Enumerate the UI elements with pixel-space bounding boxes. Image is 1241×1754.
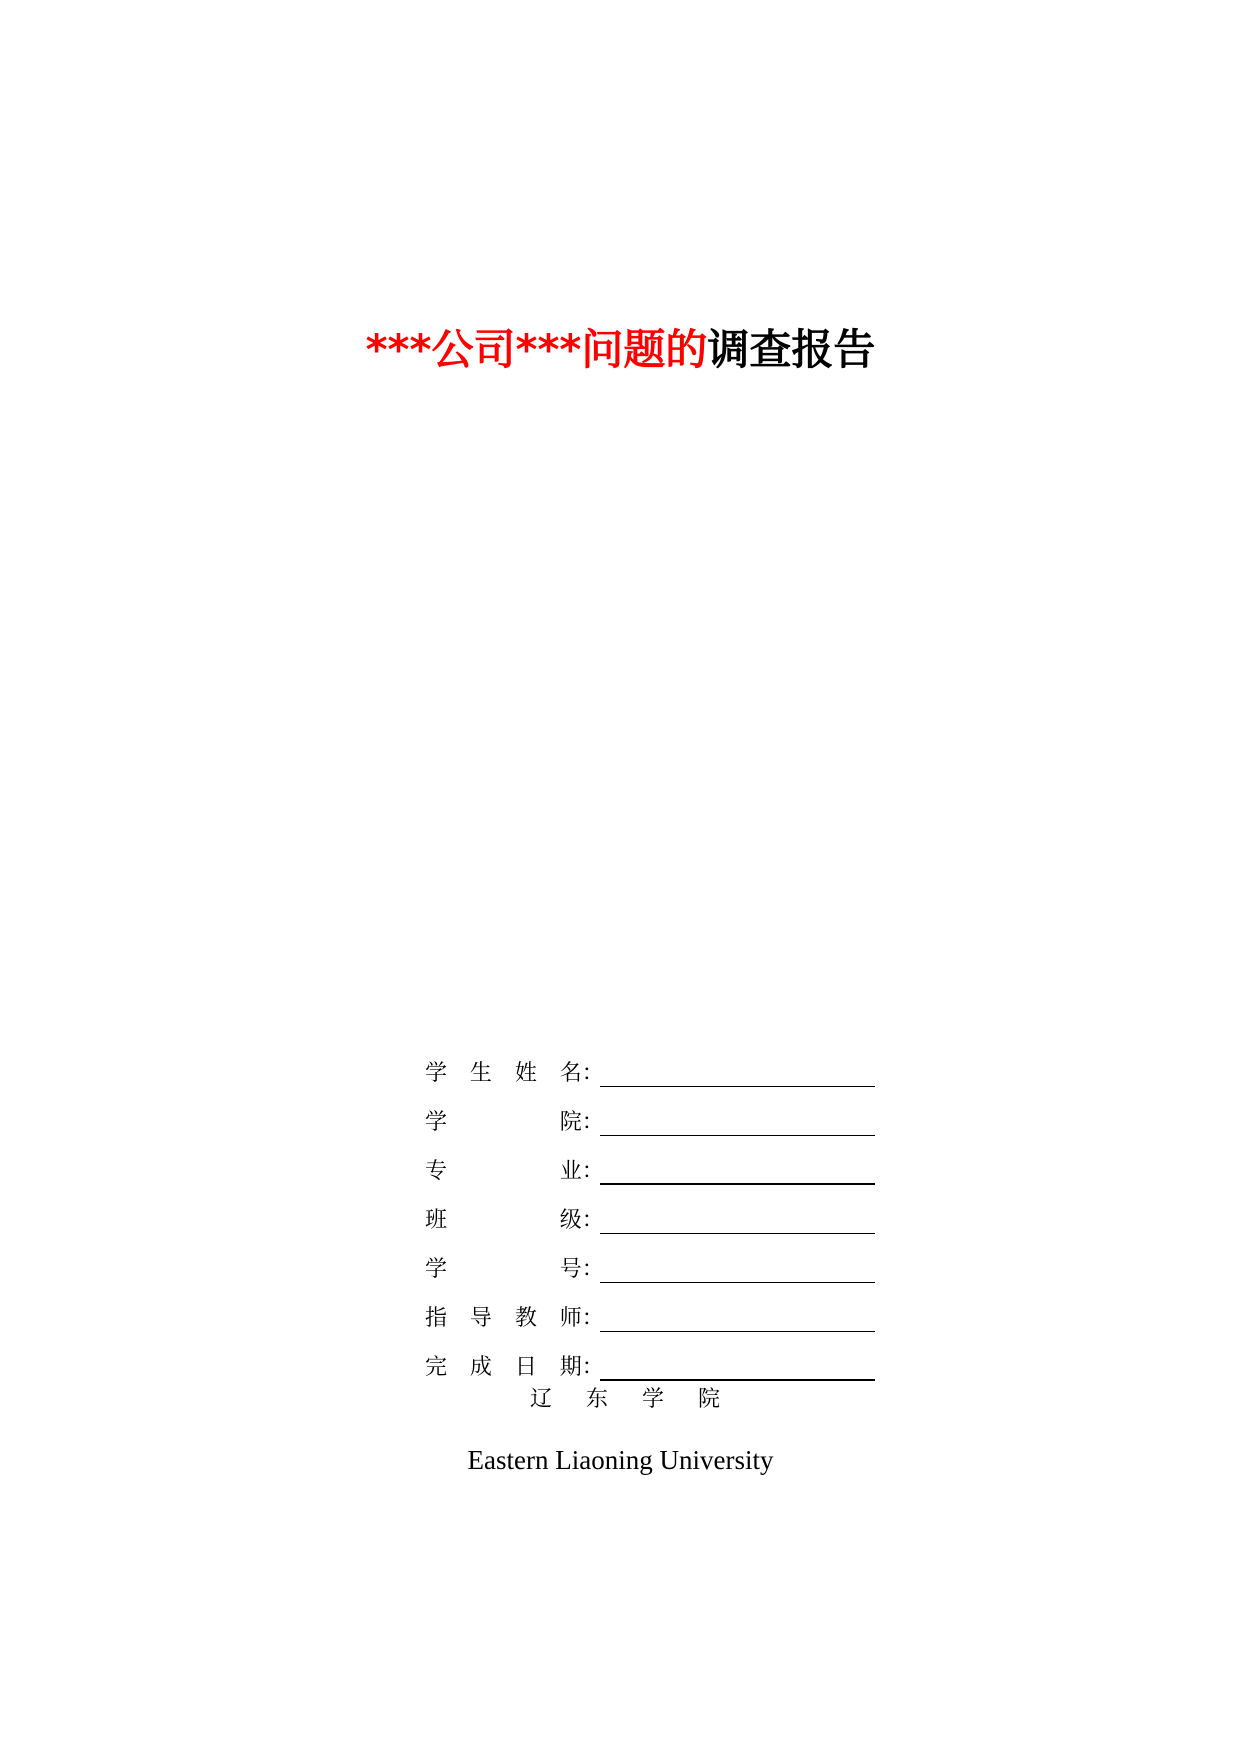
label-char: 日 xyxy=(514,1354,537,1380)
student-id-label xyxy=(425,1251,582,1283)
label-char: 院 xyxy=(559,1109,582,1135)
label-char: 号 xyxy=(559,1256,582,1282)
student-info-form xyxy=(425,1038,875,1381)
class-label xyxy=(425,1202,582,1234)
label-char: 教 xyxy=(514,1305,537,1331)
school-char: 学 xyxy=(641,1387,664,1412)
label-char: 师 xyxy=(559,1305,582,1331)
label-char: 成 xyxy=(469,1354,492,1380)
label-colon: ： xyxy=(581,1158,604,1184)
label-char: 专 xyxy=(425,1158,448,1184)
school-char: 辽 xyxy=(530,1387,553,1412)
advisor-label xyxy=(425,1300,582,1332)
college-row xyxy=(425,1087,875,1136)
advisor-field[interactable] xyxy=(600,1301,875,1332)
label-char: 完 xyxy=(425,1354,448,1380)
major-row xyxy=(425,1136,875,1185)
label-colon: ： xyxy=(581,1109,604,1135)
label-colon: ： xyxy=(581,1207,604,1233)
college-label xyxy=(425,1104,582,1136)
label-char: 姓 xyxy=(514,1060,537,1086)
school-char: 院 xyxy=(697,1387,720,1412)
student-name-label xyxy=(425,1055,582,1087)
label-char: 名 xyxy=(559,1060,582,1086)
student-name-row xyxy=(425,1038,875,1087)
student-name-field[interactable] xyxy=(600,1056,875,1087)
major-field[interactable] xyxy=(600,1153,875,1185)
label-char: 指 xyxy=(425,1305,448,1331)
student-id-row xyxy=(425,1234,875,1283)
label-char: 班 xyxy=(425,1207,448,1233)
completion-date-label xyxy=(425,1349,582,1381)
completion-date-row xyxy=(425,1332,875,1381)
college-field[interactable] xyxy=(600,1105,875,1136)
label-colon: ： xyxy=(581,1305,604,1331)
label-char: 学 xyxy=(425,1060,448,1086)
student-id-field[interactable] xyxy=(600,1252,875,1283)
class-field[interactable] xyxy=(600,1203,875,1234)
label-colon: ： xyxy=(581,1354,604,1380)
label-char: 学 xyxy=(425,1109,448,1135)
completion-date-field[interactable] xyxy=(600,1349,875,1381)
school-name-english: Eastern Liaoning University xyxy=(467,1445,774,1475)
report-title-black: 调查报告 xyxy=(707,325,876,374)
label-char: 期 xyxy=(559,1354,582,1380)
school-name-chinese xyxy=(530,1382,720,1418)
major-label xyxy=(425,1153,582,1185)
advisor-row xyxy=(425,1283,875,1332)
label-colon: ： xyxy=(581,1060,604,1086)
label-char: 业 xyxy=(559,1158,582,1184)
label-char: 导 xyxy=(469,1305,492,1331)
label-char: 生 xyxy=(469,1060,492,1086)
label-char: 学 xyxy=(425,1256,448,1282)
label-char: 级 xyxy=(559,1207,582,1233)
report-title xyxy=(0,322,1241,378)
report-title-red: ***公司***问题的 xyxy=(365,325,708,374)
class-row xyxy=(425,1185,875,1234)
school-char: 东 xyxy=(585,1387,608,1412)
label-colon: ： xyxy=(581,1256,604,1282)
